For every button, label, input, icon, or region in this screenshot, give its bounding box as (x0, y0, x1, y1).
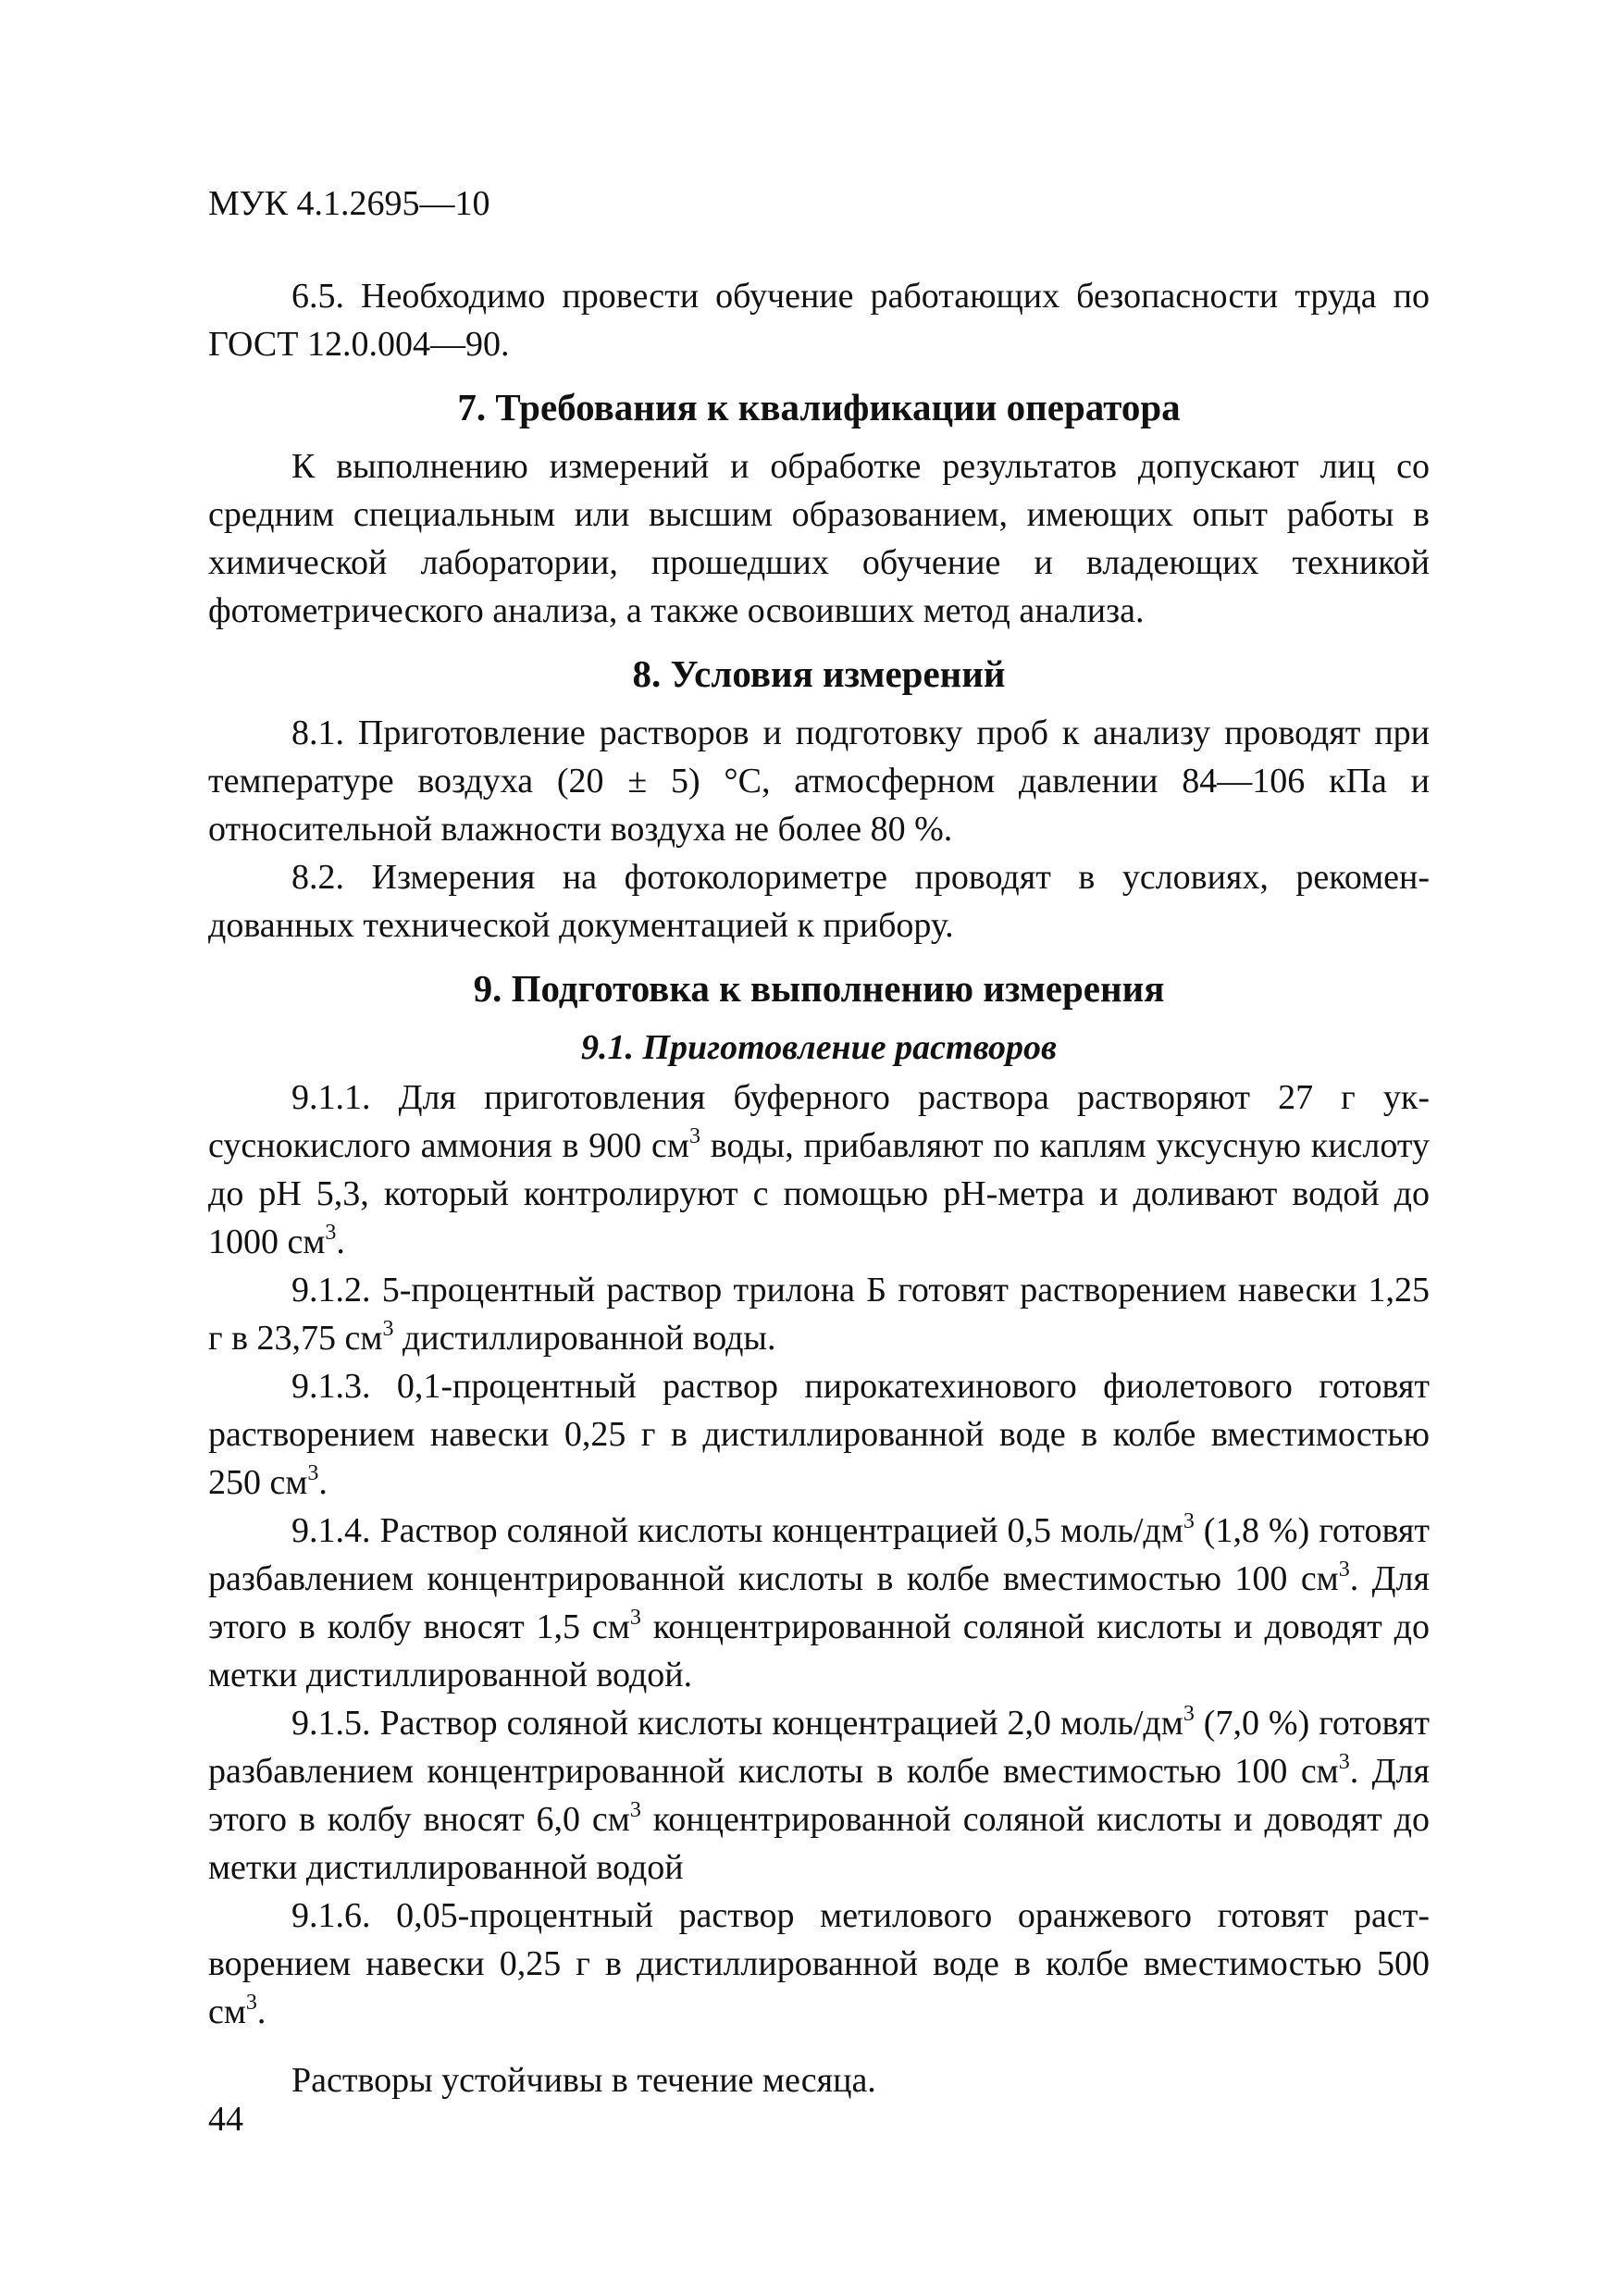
text-run: 9.1.1. Для приготовления буферного раствора растворяют 27 г уксуснокислого аммония в 900 см (208, 1078, 1430, 1165)
paragraph-9-1-6 (208, 1892, 1430, 2036)
text-run: концентрированной соляной кислоты и доводят до метки дистиллированной водой (208, 1800, 1430, 1887)
text-run: . (256, 1992, 266, 2031)
superscript-3: 3 (325, 1221, 337, 1245)
text-run: (1,8 %) готовят разбавлением концентрированной кислоты в колбе вместимостью 100 см (208, 1511, 1430, 1598)
superscript-3: 3 (629, 1798, 641, 1822)
paragraph-8-1: 8.1. Приготовление растворов и подготовку проб к анализу проводят при температуре воздуха (20 ± 5) °С, атмосферном давлении 84—106 кПа и относительной влажности воздуха не более 80 %. (208, 714, 1430, 849)
text-run: 9.1.5. Раствор соляной кислоты концентрацией 2,0 моль/дм (291, 1704, 1183, 1743)
superscript-3: 3 (1183, 1702, 1195, 1726)
page-body (208, 272, 1430, 2104)
text-run: 9.1.4. Раствор соляной кислоты концентрацией 0,5 моль/дм (291, 1511, 1183, 1550)
paragraph-7: К выполнению измерений и обработке результатов допускают лиц со средним специальным или высшим образованием, имеющих опыт работы в химической лаборатории, прошедших обучение и владеющих техникой фотометрического анализа, а также освоивших метод анализа. (208, 447, 1430, 630)
text-run: . (336, 1222, 345, 1261)
text-run: 9.1.6. 0,05-процентный раствор метилового оранжевого готовят растворением навески 0,25 г в дистиллированной воде в колбе вместимостью 500 см (208, 1896, 1430, 2031)
superscript-3: 3 (1338, 1750, 1350, 1774)
paragraph-9-1-2 (208, 1266, 1430, 1362)
text-run: 9.1.3. 0,1-процентный раствор пирокатехинового фиолетового готовят растворением навески 0,25 г в дистиллированной воде в колбе вместимостью 250 см (208, 1367, 1430, 1502)
text-run: 9.1.2. 5-процентный раствор трилона Б готовят растворением навески 1,25 г в 23,75 см (208, 1271, 1430, 1358)
superscript-3: 3 (688, 1124, 700, 1148)
text-run: дистиллированной воды. (393, 1319, 776, 1358)
paragraph-8-2: 8.2. Измерения на фотоколориметре проводят в условиях, рекомендованных технической документацией к прибору. (208, 858, 1430, 945)
paragraph-9-1-5 (208, 1699, 1430, 1892)
superscript-3: 3 (629, 1606, 641, 1630)
paragraph-9-1-1 (208, 1074, 1430, 1266)
section-heading-7: 7. Требования к квалификации оператора (457, 386, 1181, 428)
text-run: . Для этого в колбу вносят 1,5 см (208, 1559, 1430, 1646)
paragraph-6-5: 6.5. Необходимо провести обучение работающих безопасности труда по ГОСТ 12.0.004—90. (208, 277, 1430, 364)
text-run: воды, прибавляют по каплям уксусную кислоту до рН 5,3, который контролируют с помощью рН-метра и доливают водой до 1000 см (208, 1126, 1430, 1261)
superscript-3: 3 (382, 1317, 394, 1341)
text-run: концентрированной соляной кислоты и доводят до метки дистиллированной водой. (208, 1607, 1430, 1694)
paragraph-9-1-4 (208, 1507, 1430, 1699)
page-number: 44 (208, 2100, 243, 2139)
text-run: (7,0 %) готовят разбавлением концентрированной кислоты в колбе вместимостью 100 см (208, 1704, 1430, 1791)
superscript-3: 3 (307, 1461, 319, 1485)
superscript-3: 3 (1338, 1558, 1350, 1582)
text-run: . (318, 1463, 328, 1502)
paragraph-stability: Растворы устойчивы в течение месяца. (291, 2061, 876, 2100)
text-run: . Для этого в колбу вносят 6,0 см (208, 1752, 1430, 1839)
subsection-heading-9-1: 9.1. Приготовление растворов (580, 1028, 1058, 1067)
superscript-3: 3 (1183, 1509, 1195, 1533)
superscript-3: 3 (245, 1991, 257, 2015)
section-heading-8: 8. Условия измерений (632, 652, 1006, 695)
paragraph-9-1-3 (208, 1362, 1430, 1507)
section-heading-9: 9. Подготовка к выполнению измерения (473, 967, 1165, 1010)
document-code: МУК 4.1.2695—10 (208, 184, 490, 223)
